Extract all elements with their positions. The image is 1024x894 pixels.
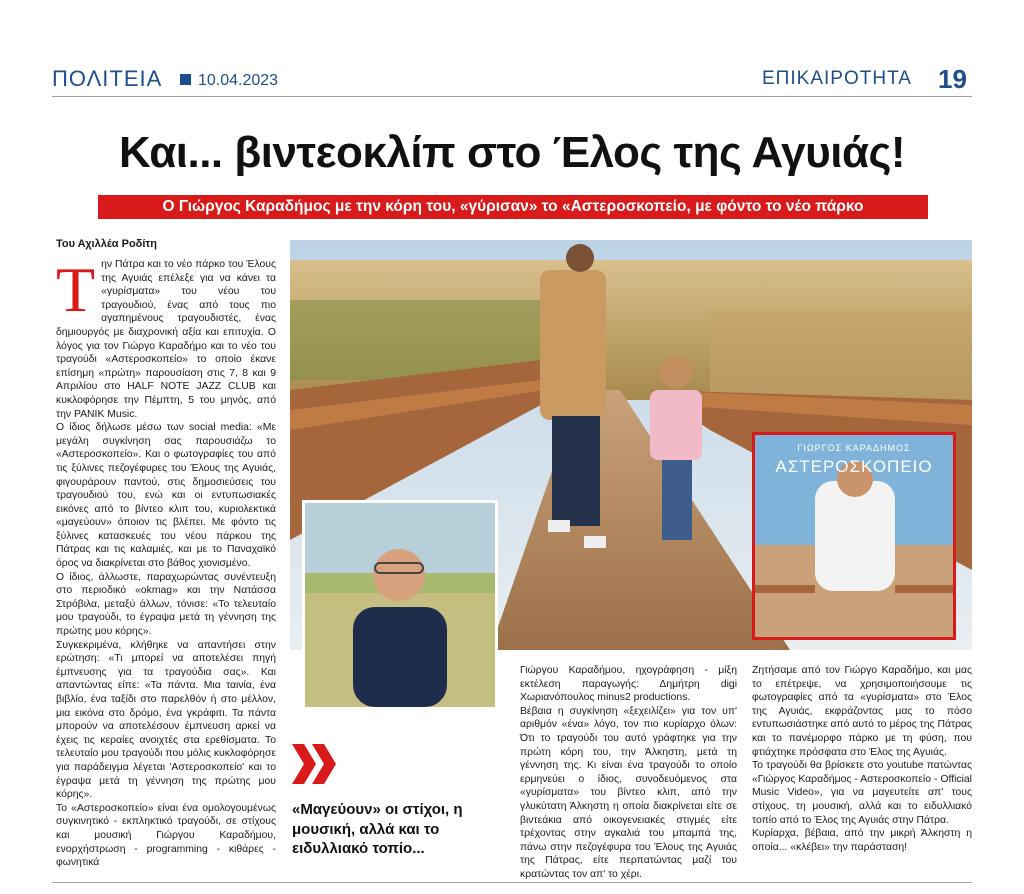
album-artist: ΓΙΩΡΓΟΣ ΚΑΡΑΔΗΜΟΣ <box>797 443 911 453</box>
headline: Και... βιντεοκλίπ στο Έλος της Αγυιάς! <box>118 128 906 177</box>
section-name: ΕΠΙΚΑΙΡΟΤΗΤΑ <box>762 68 912 89</box>
header-divider <box>52 96 972 97</box>
paragraph: Γιώργου Καραδήμου, ηχογράφηση - μίξη εκτέλεση παραγωγής: Δημήτρη digi Χωριανόπουλος minus2 productions. <box>520 665 737 704</box>
subheadline-bar <box>98 195 928 219</box>
paragraph: Κυρίαρχα, βέβαια, από την μικρή Άλκηστη η οποία... «κλέβει» την παράσταση! <box>752 828 972 853</box>
paragraph: Ο ίδιος δήλωσε μέσω των social media: «Με μεγάλη συγκίνηση σας παρουσιάζω το «Αστεροσκοπείο». Και ο φωτογραφίες του από τις ξύλινες πεζογέφυρες του Έλους της Αγυιάς, φιγουράρουν παντού, στις δημοσιεύσεις του τραγουδιού του, ενώ και οι εντυπωσιακές εικόνες από το βίντεο κλιπ του, κυριολεκτικά «μαγεύουν» όποιον τις βλέπει. Με φόντο τις ξύλινες κατασκευές του νέου πάρκου της Πάτρας και τις καλαμιές, και με το Παναχαϊκό όρος να διακρίνεται στο βάθος χιονισμένο. <box>56 422 276 570</box>
paragraph: ην Πάτρα και το νέο πάρκο του Έλους της Αγυιάς επέλεξε για να κάνει τα «γυρίσματα» του νέου του τραγουδιού, ένας από τους πιο αγαπημένους τραγουδιστές, ένας δημιουργός με διαχρονική αξία και επιτυχία. Ο λόγος για τον Γιώργο Καραδήμο και το νέο του τραγούδι «Αστεροσκοπείο» το οποίο έκανε επίσημη «πρώτη» παρουσίαση στις 7, 8 και 9 Απριλίου στο HALF NOTE JAZZ CLUB και κυκλοφόρησε την Πέμπτη, 5 του μηνός, από την PANIK Music. <box>56 259 276 420</box>
album-title: ΑΣΤΕΡΟΣΚΟΠΕΙΟ <box>775 457 933 476</box>
paragraph: Το τραγούδι θα βρίσκετε στο youtube πατώντας «Γιώργος Καραδήμος - Αστεροσκοπείο - Official Music Video», για να μαγευτείτε απ' τους στίχους, τη μουσική, αλλά και το ειδυλλιακό τοπίο από το Έλος της Αγυιάς στην Πάτρα. <box>752 760 972 826</box>
header-square-bullet <box>180 74 191 85</box>
issue-date: 10.04.2023 <box>198 72 279 89</box>
album-cover <box>752 432 956 640</box>
pull-quote-chevrons-icon <box>292 744 340 784</box>
paragraph: Ζητήσαμε από τον Γιώργο Καραδήμο, και μας το επέτρεψε, να χρησιμοποιήσουμε τις φωτογραφίες από τα «γυρίσματα» στο Έλος της Αγυιάς, εκφράζοντας μας το πόσο εντυπωσιάστηκε από αυτό το μέρος της Πάτρας και το πανέμορφο πάρκο με τη φύση, που φτιάχτηκε πρόσφατα στο Έλος της Αγυιάς. <box>752 665 972 758</box>
article-column-right <box>752 664 972 854</box>
article-column-center <box>520 664 737 882</box>
subheadline: Ο Γιώργος Καραδήμος με την κόρη του, «γύρισαν» το «Αστεροσκοπείο, με φόντο το νέο πάρκο <box>162 198 864 215</box>
footer-divider <box>52 882 972 883</box>
paragraph: Βέβαια η συγκίνηση «ξεχειλίζει» για τον υπ' αριθμόν «ένα» λόγο, τον πιο κυρίαρχο όλων: Ότι το τραγούδι του αυτό γράφτηκε για την πρώτη κόρη του, την Άλκηστη, μετά τη γέννηση της. Κι είναι ένα τραγούδι το οποίο ερμηνεύει ο ίδιος, συνοδευόμενος στα «γυρίσματα» του βίντεο κλιπ, από την γλυκύτατη Άλκηστη η οποία διακρίνεται είτε σε βιντεάκια από οικογενειακές στιγμές είτε τρέχοντας στην αγκαλιά του μπαμπά της, πάνω στην πεζογέφυρα του Έλους της Αγυιάς της Πάτρας, είτε περπατώντας μαζί του κρατώντας τον απ' το χέρι. <box>520 705 737 880</box>
paragraph: Ο ίδιος, άλλωστε, παραχωρώντας συνέντευξη στο περιοδικό «okmag» και την Νατάσσα Στρόβιλα, μεταξύ άλλων, τόνισε: «Το τελευταίο μου τραγούδι, το έγραψα μετά τη γέννηση της πρώτης μου κόρης». <box>56 571 276 638</box>
inset-portrait-photo <box>302 500 498 710</box>
paragraph: Το «Αστεροσκοπείο» είναι ένα ομολογουμένως συγκινητικό - εκπληκτικό τραγούδι, σε στίχους και μουσική Γιώργου Καραδήμου, ενορχήστρωση - programming - κιθάρες - φωνητικά <box>56 802 276 869</box>
byline: Του Αχιλλέα Ροδίτη <box>56 238 158 250</box>
portrait-illustration <box>305 503 495 707</box>
dropcap: Τ <box>56 254 96 325</box>
page-number: 19 <box>938 64 967 94</box>
pull-quote: «Μαγεύουν» οι στίχοι, η μουσική, αλλά και το ειδυλλιακό τοπίο... <box>292 801 463 857</box>
paragraph: Συγκεκριμένα, κλήθηκε να απαντήσει στην ερώτηση: «Τι μπορεί να αποτελέσει πηγή έμπνευσης για τα τραγούδια σας». Και απαντώντας είπε: «Τα πάντα. Μια ταινία, ένα βιβλίο, ένα ταξίδι στο παρελθόν ή στο μέλλον, μια εικόνα στο δρόμο, ένα γκράφιτι. Τα πάντα μπορούν να αποτελέσουν έμπνευση αρκεί να έχεις τις κεραίες ανοιχτές στα ερεθίσματα. Το τελευταίο μου τραγούδι που μόλις κυκλοφόρησε για παράδειγμα λέγεται 'Αστεροσκοπείο' και το έγραψα μετά τη γέννηση της πρώτης μου κόρης». <box>56 639 276 801</box>
article-column-left <box>56 254 276 870</box>
publication-name: ΠΟΛΙΤΕΙΑ <box>52 66 163 91</box>
